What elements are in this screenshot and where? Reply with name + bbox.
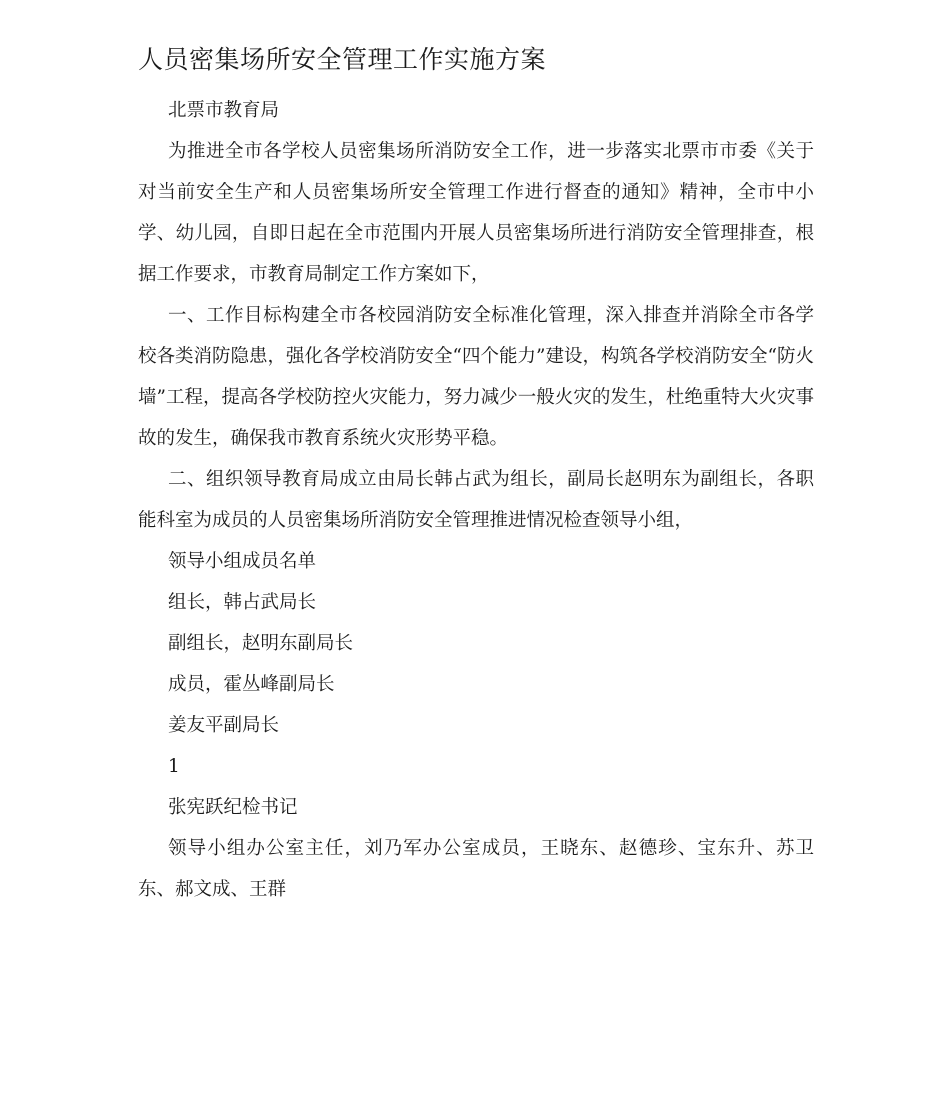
- member-deputy-leader: 副组长，赵明东副局长: [168, 633, 354, 654]
- office-members: 领导小组办公室主任，刘乃军办公室成员，王晓东、赵德珍、宝东升、苏卫东、郝文成、王群: [138, 838, 814, 900]
- member-jiang: 姜友平副局长: [168, 715, 280, 736]
- member-list-heading: 领导小组成员名单: [168, 551, 317, 572]
- document-title: 人员密集场所安全管理工作实施方案: [138, 45, 547, 74]
- section-organization: 二、组织领导教育局成立由局长韩占武为组长，副局长赵明东为副组长，各职能科室为成员的人员密集场所消防安全管理推进情况检查领导小组，: [138, 469, 814, 531]
- issuer-line: 北票市教育局: [168, 100, 280, 121]
- section-work-goal: 一、工作目标构建全市各校园消防安全标准化管理，深入排查并消除全市各学校各类消防隐患，强化各学校消防安全“四个能力”建设，构筑各学校消防安全“防火墙”工程，提高各学校防控火灾能力，努力减少一般火灾的发生，杜绝重特大火灾事故的发生，确保我市教育系统火灾形势平稳。: [138, 305, 814, 449]
- member-zhang: 张宪跃纪检书记: [168, 797, 298, 818]
- member-leader: 组长，韩占武局长: [168, 592, 317, 613]
- intro-paragraph: 为推进全市各学校人员密集场所消防安全工作，进一步落实北票市市委《关于对当前安全生产和人员密集场所安全管理工作进行督查的通知》精神，全市中小学、幼儿园，自即日起在全市范围内开展人员密集场所进行消防安全管理排查，根据工作要求，市教育局制定工作方案如下，: [138, 141, 814, 285]
- document-body: [138, 90, 814, 910]
- page-number: 1: [168, 756, 180, 777]
- member-members: 成员，霍丛峰副局长: [168, 674, 335, 695]
